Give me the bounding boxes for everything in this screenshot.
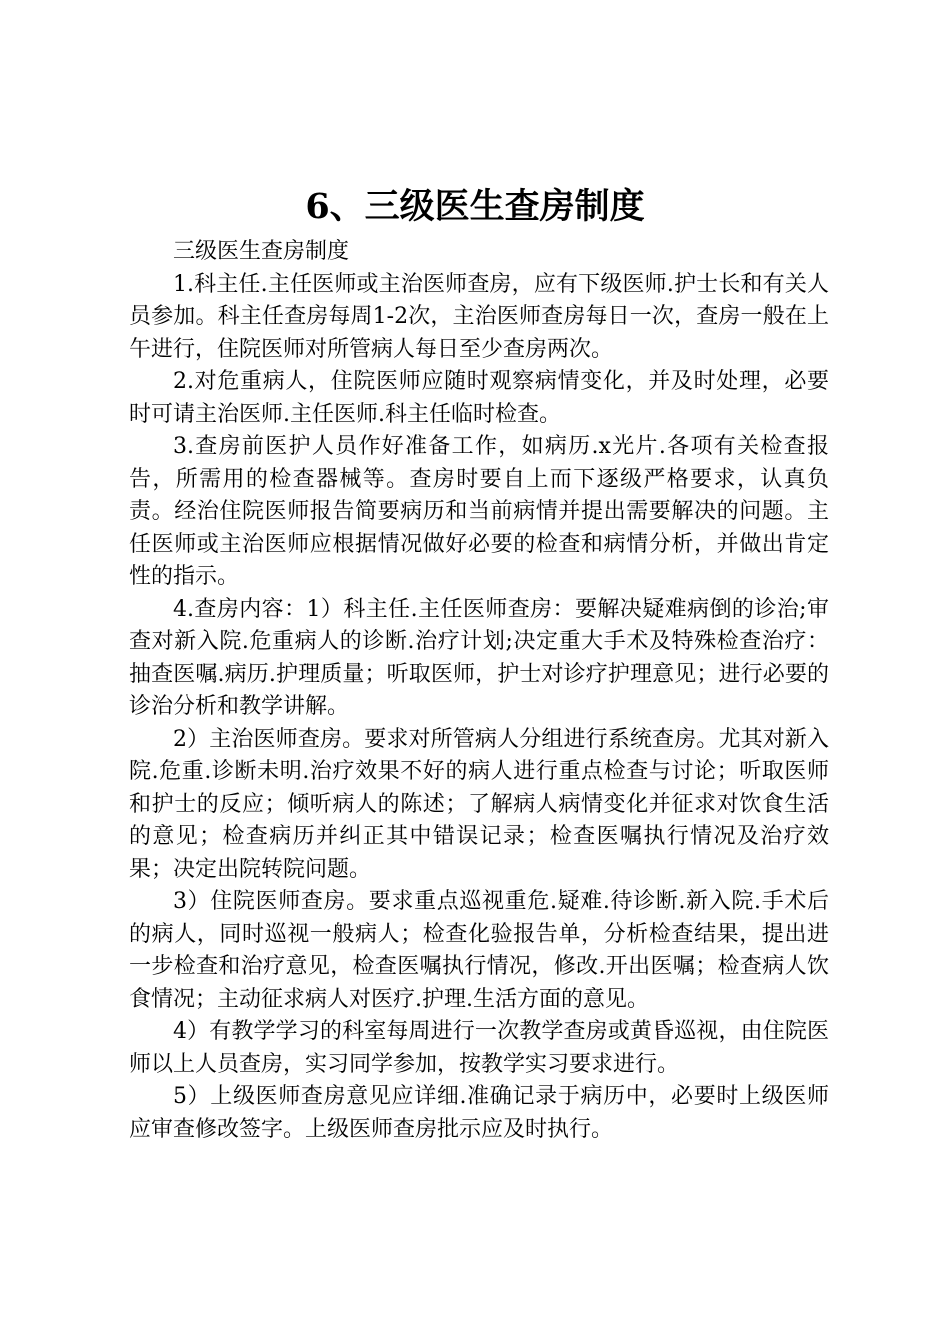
document-title: 6、三级医生查房制度	[305, 186, 645, 227]
paragraph-subtitle: 三级医生查房制度	[173, 239, 350, 264]
paragraph-3: 3.查房前医护人员作好准备工作，如病历.x光片.各项有关检查报告，所需用的检查器械等。查房时要自上而下逐级严格要求，认真负责。经治住院医师报告简要病历和当前病情并提出需要解决的问题。主任医师或主治医师应根据情况做好必要的检查和病情分析，并做出肯定性的指示。	[129, 434, 829, 589]
paragraph-2: 2.对危重病人，住院医师应随时观察病情变化，并及时处理，必要时可请主治医师.主任医师.科主任临时检查。	[129, 369, 829, 427]
paragraph-4-4: 4）有教学学习的科室每周进行一次教学查房或黄昏巡视，由住院医师以上人员查房，实习同学参加，按教学实习要求进行。	[129, 1019, 829, 1077]
paragraph-4-2: 2）主治医师查房。要求对所管病人分组进行系统查房。尤其对新入院.危重.诊断未明.治疗效果不好的病人进行重点检查与讨论；听取医师和护士的反应；倾听病人的陈述；了解病人病情变化并征求对饮食生活的意见；检查病历并纠正其中错误记录；检查医嘱执行情况及治疗效果；决定出院转院问题。	[129, 726, 829, 882]
paragraph-4-5: 5）上级医师查房意见应详细.准确记录于病历中，必要时上级医师应审查修改签字。上级医师查房批示应及时执行。	[129, 1084, 829, 1142]
document-body	[129, 236, 829, 1146]
paragraph-1: 1.科主任.主任医师或主治医师查房，应有下级医师.护士长和有关人员参加。科主任查房每周1-2次，主治医师查房每日一次，查房一般在上午进行，住院医师对所管病人每日至少查房两次。	[129, 271, 829, 362]
paragraph-4: 4.查房内容：1）科主任.主任医师查房：要解决疑难病倒的诊治;审查对新入院.危重病人的诊断.治疗计划;决定重大手术及特殊检查治疗：抽查医嘱.病历.护理质量；听取医师，护士对诊疗护理意见；进行必要的诊治分析和教学讲解。	[129, 596, 829, 719]
paragraph-4-3: 3）住院医师查房。要求重点巡视重危.疑难.待诊断.新入院.手术后的病人，同时巡视一般病人；检查化验报告单，分析检查结果，提出进一步检查和治疗意见，检查医嘱执行情况，修改.开出医嘱；检查病人饮食情况；主动征求病人对医疗.护理.生活方面的意见。	[129, 889, 829, 1012]
